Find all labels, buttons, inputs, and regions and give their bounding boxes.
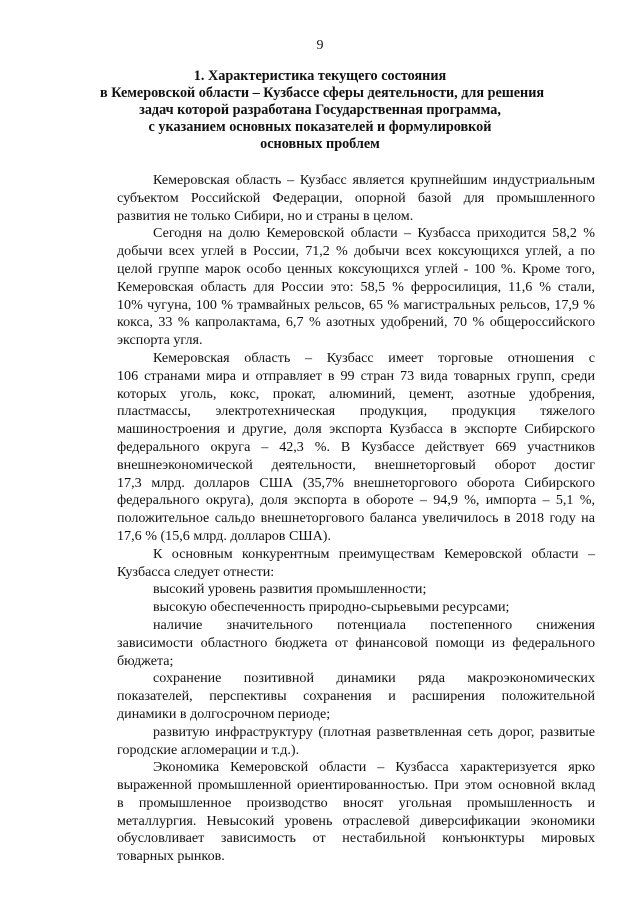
text-line: целой группе марок особо ценных коксующихся углей - 100 %. Кроме того, — [117, 260, 595, 277]
paragraph — [117, 724, 595, 760]
text-line: внешнеэкономической деятельности, внешнеторговый оборот достиг — [117, 456, 595, 473]
text-line: зависимости областного бюджета от финансовой помощи из федерального — [117, 634, 595, 651]
paragraph — [117, 617, 595, 670]
text-line: развитую инфраструктуру (плотная разветвленная сеть дорог, развитые — [153, 723, 595, 740]
document-body — [117, 172, 595, 866]
heading-line: задач которой разработана Государственная программа, — [139, 102, 501, 118]
heading-line: 1. Характеристика текущего состояния — [193, 68, 447, 84]
paragraph — [117, 546, 595, 582]
text-line: пластмассы, электротехническая продукция, продукция тяжелого — [117, 403, 595, 420]
text-line: сохранение позитивной динамики ряда макроэкономических — [153, 670, 595, 687]
text-line: динамики в долгосрочном периоде; — [117, 705, 331, 722]
text-line: выраженной промышленной ориентированностью. При этом основной вклад — [117, 777, 595, 794]
text-line: обусловливает зависимость от нестабильной конъюнктуры мировых — [117, 830, 595, 847]
paragraph — [117, 599, 595, 617]
text-line: Кемеровская область – Кузбасс имеет торговые отношения с — [153, 349, 595, 366]
paragraph — [117, 759, 595, 866]
text-line: федерального округа), доля экспорта в обороте – 94,9 %, импорта – 5,1 %, — [117, 492, 595, 509]
text-line: 17,6 % (15,6 млрд. долларов США). — [117, 527, 332, 544]
section-heading — [100, 68, 545, 153]
heading-line: основных проблем — [260, 136, 380, 152]
heading-line: с указанием основных показателей и формулировкой — [148, 119, 492, 135]
text-line: экспорта угля. — [117, 332, 203, 349]
text-line: машиностроения и другие, доля экспорта Кузбасса в экспорте Сибирского — [117, 421, 595, 438]
text-line: субъектом Российской Федерации, опорной базой для промышленного — [117, 189, 595, 206]
text-line: развития не только Сибири, но и страны в целом. — [117, 207, 414, 224]
text-line: показателей, перспективы сохранения и расширения положительной — [117, 688, 595, 705]
paragraph — [117, 350, 595, 546]
text-line: бюджета; — [117, 652, 174, 669]
heading-line: в Кемеровской области – Кузбассе сферы деятельности, для решения — [100, 85, 545, 101]
text-line: высокую обеспеченность природно-сырьевыми ресурсами; — [153, 599, 510, 616]
text-line: в промышленное производство вносят угольная промышленность и — [117, 794, 595, 811]
text-line: которых уголь, кокс, прокат, алюминий, цемент, азотные удобрения, — [117, 385, 595, 402]
page-number: 9 — [316, 38, 324, 53]
text-line: Кузбасса следует отнести: — [117, 563, 275, 580]
text-line: добычи всех углей в России, 71,2 % добычи всех коксующихся углей, а по — [117, 243, 595, 260]
text-line: 106 странами мира и отправляет в 99 стран 73 вида товарных групп, среди — [117, 367, 595, 384]
text-line: положительное сальдо внешнеторгового баланса увеличилось в 2018 году на — [117, 510, 595, 527]
text-line: Сегодня на долю Кемеровской области – Кузбасса приходится 58,2 % — [153, 225, 595, 242]
text-line: высокий уровень развития промышленности; — [153, 581, 427, 598]
text-line: Кемеровская область для России это: 58,5 % ферросилиция, 11,6 % стали, — [117, 278, 595, 295]
paragraph — [117, 670, 595, 723]
text-line: товарных рынков. — [117, 848, 225, 865]
text-line: 17,3 млрд. долларов США (35,7% внешнеторгового оборота Сибирского — [117, 474, 595, 491]
text-line: 10% чугуна, 100 % трамвайных рельсов, 65 % магистральных рельсов, 17,9 % — [117, 296, 595, 313]
text-line: металлургия. Невысокий уровень отраслевой диверсификации экономики — [117, 812, 595, 829]
text-line: наличие значительного потенциала постепенного снижения — [153, 616, 595, 633]
text-line: кокса, 33 % капролактама, 6,7 % азотных удобрений, 70 % общероссийского — [117, 314, 595, 331]
paragraph — [117, 225, 595, 350]
text-line: Кемеровская область – Кузбасс является крупнейшим индустриальным — [153, 172, 595, 188]
paragraph — [117, 581, 595, 599]
text-line: Экономика Кемеровской области – Кузбасса характеризуется ярко — [153, 759, 595, 776]
paragraph — [117, 172, 595, 225]
text-line: городские агломерации и т.д.). — [117, 741, 300, 758]
text-line: федерального округа – 42,3 %. В Кузбассе действует 669 участников — [117, 438, 595, 455]
text-line: К основным конкурентным преимуществам Кемеровской области – — [153, 545, 595, 562]
